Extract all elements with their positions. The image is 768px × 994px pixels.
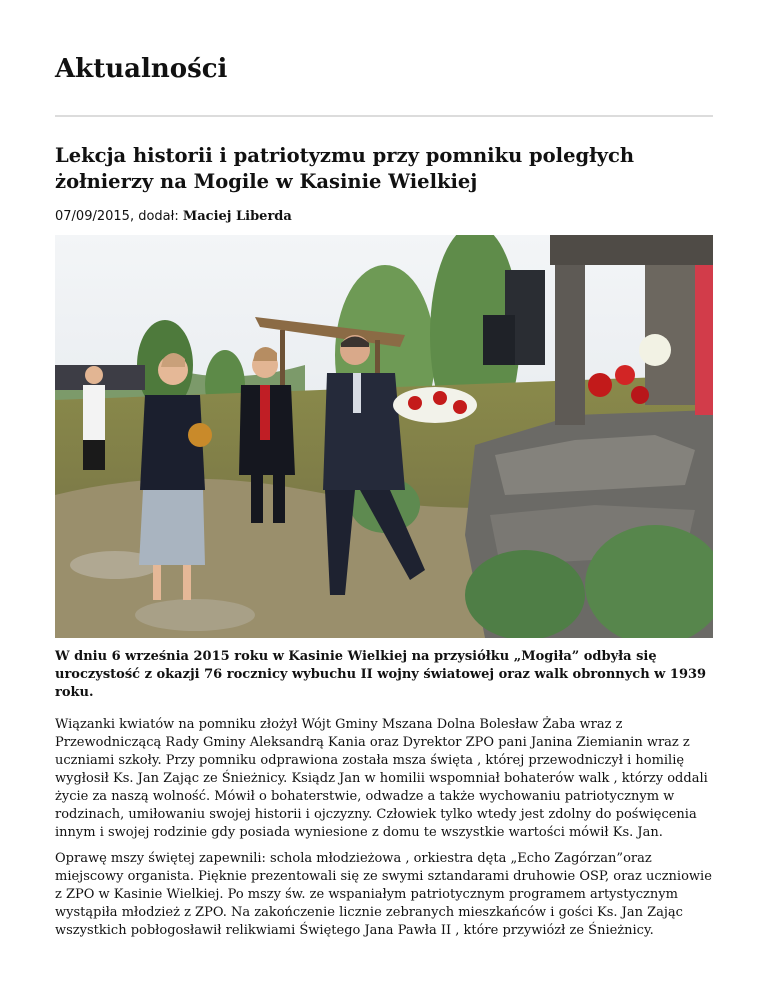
added-by-label: , dodał: <box>129 209 183 224</box>
section-title: Aktualności <box>55 54 228 84</box>
article-paragraph: Oprawę mszy świętej zapewnili: schola młodzieżowa , orkiestra dęta „Echo Zagórzan”oraz miejscowy organista. Pięknie prezentowali się ze swymi sztandarami druhowie OSP, oraz uczniowie z ZPO w Kasinie Wielkiej. Po mszy św. ze wspaniałym patriotycznym programem artystycznym wystąpiła młodzież z ZPO. Na zakończenie licznie zebranych mieszkańców i gości Ks. Jan Zając wszystkich pobłogosławił relikwiami Świętego Jana Pawła II , które przywiózł ze Śnieżnicy. <box>55 851 712 938</box>
article-lead: W dniu 6 września 2015 roku w Kasinie Wielkiej na przysiółku „Mogiła” odbyła się uroczystość z okazji 76 rocznicy wybuchu II wojny światowej oraz walk obronnych w 1939 roku. <box>55 649 707 700</box>
divider <box>55 115 713 117</box>
article-photo[interactable] <box>55 235 713 638</box>
article-paragraph: Wiązanki kwiatów na pomniku złożył Wójt Gminy Mszana Dolna Bolesław Żaba wraz z Przewodniczącą Rady Gminy Aleksandrą Kania oraz Dyrektor ZPO pani Janina Ziemianin wraz z uczniami szkoły. Przy pomniku odprawiona została msza święta , której przewodniczył i homilię wygłosił Ks. Jan Zając ze Śnieżnicy. Ksiądz Jan w homilii wspomniał bohaterów walk , którzy oddali życie za naszą wolność. Mówił o bohaterstwie, odwadze a także wychowaniu patriotycznym w rodzinach, umiłowaniu swojej historii i ojczyzny. Człowiek tylko wtedy jest zdolny do poświęcenia innym i swojej rodzinie gdy posiada wyniesione z domu te wszystkie wartości mówił Ks. Jan. <box>55 717 708 840</box>
article-meta <box>55 208 292 226</box>
article-title[interactable]: Lekcja historii i patriotyzmu przy pomniku poległych żołnierzy na Mogile w Kasinie Wielkiej <box>55 144 635 193</box>
article-author[interactable]: Maciej Liberda <box>182 209 292 224</box>
article-date: 07/09/2015 <box>55 209 130 224</box>
